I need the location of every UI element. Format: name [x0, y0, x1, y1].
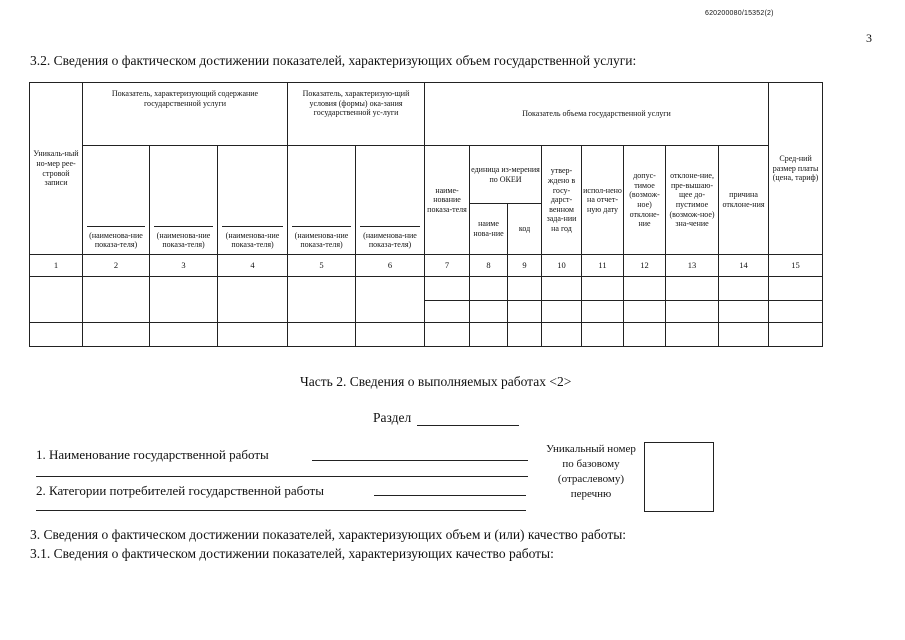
table-cell[interactable]	[666, 301, 719, 323]
table-cell[interactable]	[150, 323, 218, 347]
table-cell[interactable]	[542, 277, 582, 301]
conditions-indicator-name-1: (наименова-ние показа-теля)	[294, 230, 349, 250]
header-exceeding-deviation: отклоне-ние, пре-вышаю-щее до-пустимое (возмож-ное) зна-чение	[666, 146, 719, 255]
header-average-fee: Сред-ний размер платы (цена, тариф)	[769, 83, 823, 255]
table-cell[interactable]	[425, 301, 470, 323]
section-number-field[interactable]	[417, 425, 519, 426]
content-indicator-name-cell	[150, 146, 218, 255]
column-number: 14	[719, 255, 769, 277]
table-cell[interactable]	[666, 277, 719, 301]
work-name-field-continuation[interactable]	[36, 476, 528, 477]
column-number: 11	[582, 255, 624, 277]
table-cell[interactable]	[542, 301, 582, 323]
header-content-indicator-group: Показатель, характеризующий содержание государственной услуги	[83, 83, 288, 146]
table-cell[interactable]	[769, 277, 823, 301]
table-cell[interactable]	[425, 323, 470, 347]
table-cell[interactable]	[425, 277, 470, 301]
column-number: 9	[508, 255, 542, 277]
table-cell[interactable]	[83, 277, 150, 323]
section-3-title: 3. Сведения о фактическом достижении показателей, характеризующих объем и (или) качество работы:	[30, 527, 627, 542]
table-cell[interactable]	[508, 277, 542, 301]
work-name-label: 1. Наименование государственной работы	[36, 447, 269, 462]
unique-number-box[interactable]	[644, 442, 714, 512]
table-cell[interactable]	[769, 323, 823, 347]
consumer-categories-label: 2. Категории потребителей государственной работы	[36, 483, 324, 498]
conditions-indicator-name-2: (наименова-ние показа-теля)	[363, 230, 417, 250]
column-number: 13	[666, 255, 719, 277]
table-cell[interactable]	[30, 277, 83, 323]
header-indicator-name: наиме-нование показа-теля	[425, 146, 470, 255]
table-cell[interactable]	[582, 277, 624, 301]
table-cell[interactable]	[624, 301, 666, 323]
column-number: 12	[624, 255, 666, 277]
table-cell[interactable]	[356, 323, 425, 347]
table-cell[interactable]	[582, 301, 624, 323]
section-3-2-title: 3.2. Сведения о фактическом достижении показателей, характеризующих объем государственной услуги:	[30, 53, 637, 68]
table-cell[interactable]	[83, 323, 150, 347]
content-indicator-name-cell	[83, 146, 150, 255]
consumer-categories-field[interactable]	[374, 495, 526, 496]
content-indicator-name-2: (наименова-ние показа-теля)	[156, 230, 211, 250]
table-cell[interactable]	[30, 323, 83, 347]
table-cell[interactable]	[150, 277, 218, 323]
service-volume-table	[29, 82, 823, 347]
table-cell[interactable]	[288, 323, 356, 347]
column-number: 4	[218, 255, 288, 277]
content-indicator-name-1: (наименова-ние показа-теля)	[89, 230, 143, 250]
column-number: 2	[83, 255, 150, 277]
header-executed-at-date: испол-нено на отчет-ную дату	[582, 146, 624, 255]
page-number: 3	[866, 31, 872, 45]
table-cell[interactable]	[624, 323, 666, 347]
content-indicator-name-3: (наименова-ние показа-теля)	[225, 230, 280, 250]
column-number: 5	[288, 255, 356, 277]
table-cell[interactable]	[508, 323, 542, 347]
table-cell[interactable]	[288, 277, 356, 323]
header-unique-record-number: Уникаль-ный но-мер рее-стровой записи	[30, 83, 83, 255]
column-number: 7	[425, 255, 470, 277]
conditions-indicator-name-cell	[356, 146, 425, 255]
table-cell[interactable]	[719, 277, 769, 301]
header-volume-indicator-group: Показатель объема государственной услуги	[425, 83, 769, 146]
table-cell[interactable]	[666, 323, 719, 347]
document-code: 620200080/15352(2)	[705, 10, 774, 17]
table-cell[interactable]	[769, 301, 823, 323]
table-cell[interactable]	[218, 323, 288, 347]
header-approved-in-assignment: утвер-ждено в госу-дарст-венном зада-нии на год	[542, 146, 582, 255]
table-cell[interactable]	[719, 301, 769, 323]
consumer-categories-field-continuation[interactable]	[36, 510, 526, 511]
section-3-1-title: 3.1. Сведения о фактическом достижении показателей, характеризующих качество работы:	[30, 546, 554, 561]
content-indicator-name-cell	[218, 146, 288, 255]
header-unit-name: наиме нова-ние	[470, 204, 508, 255]
column-number: 6	[356, 255, 425, 277]
header-measurement-unit: единица из-мерения по ОКЕИ	[470, 146, 542, 204]
header-deviation-reason: причина отклоне-ния	[719, 146, 769, 255]
table-cell[interactable]	[719, 323, 769, 347]
column-number: 10	[542, 255, 582, 277]
column-number: 1	[30, 255, 83, 277]
table-cell[interactable]	[470, 277, 508, 301]
conditions-indicator-name-cell	[288, 146, 356, 255]
header-allowed-deviation: допус-тимое (возмож-ное) отклоне-ние	[624, 146, 666, 255]
table-cell[interactable]	[542, 323, 582, 347]
table-cell[interactable]	[470, 323, 508, 347]
header-unit-code: код	[508, 204, 542, 255]
column-number: 3	[150, 255, 218, 277]
section-label: Раздел	[373, 410, 412, 425]
part-2-title: Часть 2. Сведения о выполняемых работах <2>	[300, 374, 572, 389]
table-cell[interactable]	[624, 277, 666, 301]
work-name-field[interactable]	[312, 460, 528, 461]
header-conditions-indicator-group: Показатель, характеризую-щий условия (формы) ока-зания государственной ус-луги	[288, 83, 425, 146]
table-cell[interactable]	[582, 323, 624, 347]
table-cell[interactable]	[356, 277, 425, 323]
table-cell[interactable]	[508, 301, 542, 323]
table-cell[interactable]	[470, 301, 508, 323]
column-number: 8	[470, 255, 508, 277]
unique-number-label: Уникальный номер по базовому (отраслевому) перечню	[546, 443, 636, 500]
column-number: 15	[769, 255, 823, 277]
table-cell[interactable]	[218, 277, 288, 323]
